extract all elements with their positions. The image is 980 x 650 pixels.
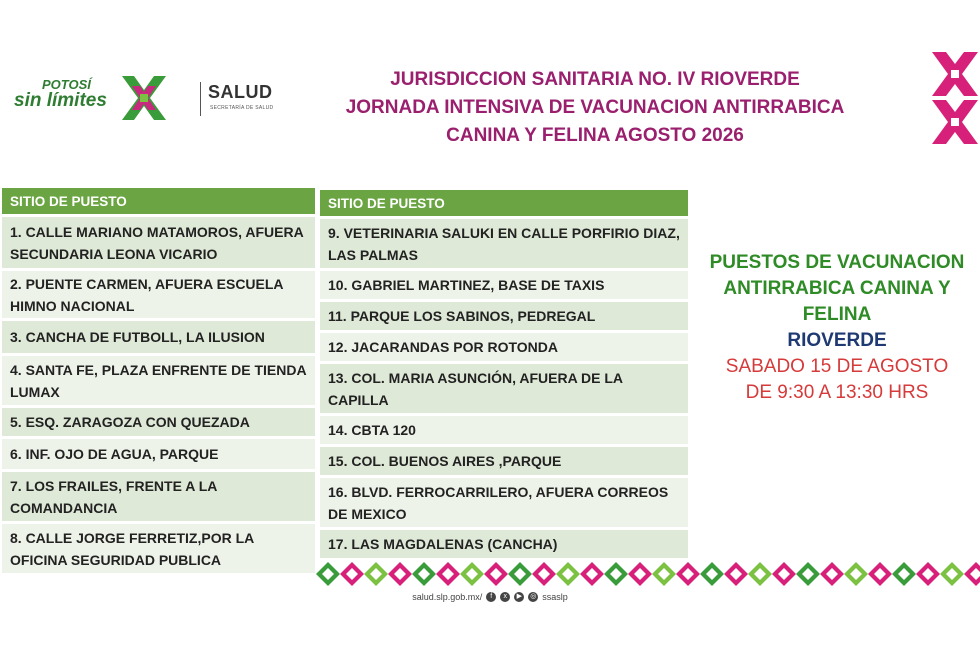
table-row: 9. VETERINARIA SALUKI EN CALLE PORFIRIO DIAZ, LAS PALMAS	[320, 216, 688, 268]
title-line-1: JURISDICCION SANITARIA NO. IV RIOVERDE	[390, 69, 800, 90]
table-row: 17. LAS MAGDALENAS (CANCHA)	[320, 527, 688, 558]
table-row: 12. JACARANDAS POR ROTONDA	[320, 330, 688, 361]
table-row: 14. CBTA 120	[320, 413, 688, 444]
corner-pattern-icon	[932, 52, 978, 144]
sites-table-1	[2, 188, 315, 573]
page-title	[300, 66, 890, 150]
table-header: SITIO DE PUESTO	[2, 188, 315, 214]
table-row: 13. COL. MARIA ASUNCIÓN, AFUERA DE LA CAPILLA	[320, 361, 688, 413]
event-place: RIOVERDE	[787, 330, 887, 351]
youtube-icon[interactable]: ▶	[514, 592, 524, 602]
table-row: 15. COL. BUENOS AIRES ,PARQUE	[320, 444, 688, 475]
event-date: SABADO 15 DE AGOSTO	[725, 356, 949, 377]
facebook-icon[interactable]: f	[486, 592, 496, 602]
potosi-salud-logo	[14, 70, 284, 130]
table-row: 8. CALLE JORGE FERRETIZ,POR LA OFICINA SEGURIDAD PUBLICA	[2, 521, 315, 573]
table-row: 4. SANTA FE, PLAZA ENFRENTE DE TIENDA LUMAX	[2, 353, 315, 405]
footer-handle[interactable]: ssaslp	[542, 592, 568, 602]
x-icon[interactable]: x	[500, 592, 510, 602]
decorative-pattern-band	[316, 560, 980, 588]
logo-top-text: POTOSÍ	[42, 77, 91, 92]
table-row: 1. CALLE MARIANO MATAMOROS, AFUERA SECUNDARIA LEONA VICARIO	[2, 214, 315, 268]
table-header: SITIO DE PUESTO	[320, 190, 688, 216]
footer	[0, 592, 980, 602]
event-description: PUESTOS DE VACUNACION ANTIRRABICA CANINA Y FELINA	[709, 252, 965, 325]
logo-bottom-text: sin límites	[14, 90, 107, 111]
table-row: 10. GABRIEL MARTINEZ, BASE DE TAXIS	[320, 268, 688, 299]
table-row: 11. PARQUE LOS SABINOS, PEDREGAL	[320, 299, 688, 330]
logo-salud-text: SALUD	[208, 82, 273, 102]
sites-table-2	[320, 190, 688, 558]
table-row: 3. CANCHA DE FUTBOLL, LA ILUSION	[2, 318, 315, 353]
table-row: 16. BLVD. FERROCARRILERO, AFUERA CORREOS DE MEXICO	[320, 475, 688, 527]
instagram-icon[interactable]: ◎	[530, 593, 537, 600]
table-row: 6. INF. OJO DE AGUA, PARQUE	[2, 436, 315, 469]
table-row: 7. LOS FRAILES, FRENTE A LA COMANDANCIA	[2, 469, 315, 521]
title-line-3: CANINA Y FELINA AGOSTO 2026	[446, 125, 744, 146]
table-row: 5. ESQ. ZARAGOZA CON QUEZADA	[2, 405, 315, 436]
logo-secretaria-text: SECRETARÍA DE SALUD	[210, 105, 274, 111]
xoconostle-logo-icon	[118, 72, 170, 124]
potosi-logo-text	[14, 78, 107, 110]
footer-url[interactable]: salud.slp.gob.mx/	[412, 592, 483, 602]
table-row: 2. PUENTE CARMEN, AFUERA ESCUELA HIMNO NACIONAL	[2, 268, 315, 318]
logo-separator	[200, 82, 201, 116]
event-info	[706, 250, 968, 406]
event-time: DE 9:30 A 13:30 HRS	[745, 382, 929, 403]
title-line-2: JORNADA INTENSIVA DE VACUNACION ANTIRRABICA	[345, 97, 845, 118]
